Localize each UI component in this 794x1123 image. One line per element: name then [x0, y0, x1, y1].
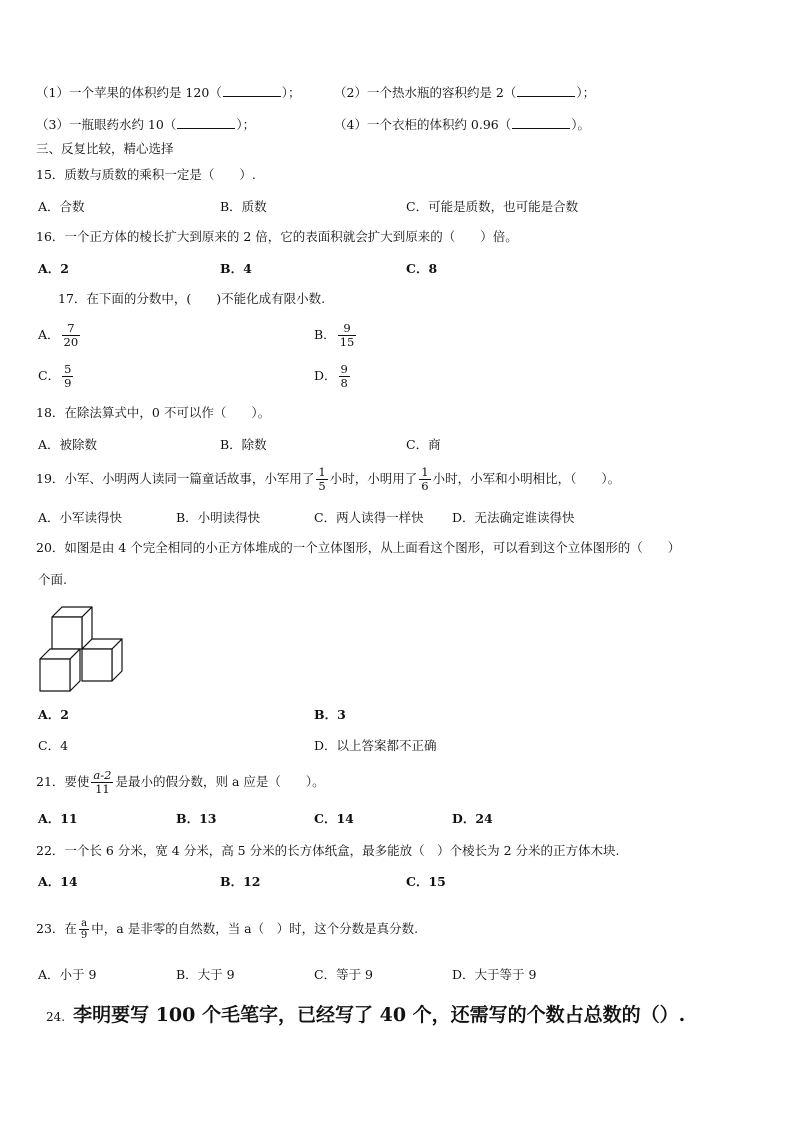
q19-option-d[interactable]: D．无法确定谁读得快: [452, 510, 575, 525]
q15-option-b[interactable]: B．质数: [220, 199, 267, 214]
fill-item-3: （3）一瓶眼药水约 10（ ）；: [36, 117, 256, 132]
fraction: $\frac{a-2}{11}$: [93, 768, 112, 796]
q21-option-a[interactable]: A．11: [38, 811, 78, 826]
question-17-stem: 17．在下面的分数中，( )不能化成有限小数.: [58, 291, 326, 306]
question-15-stem: 15．质数与质数的乘积一定是（ ）.: [36, 167, 256, 182]
question-20-stem: 20．如图是由 4 个完全相同的小正方体堆成的一个立体图形，从上面看这个图形，可以看到这个立体图形的（ ）: [36, 540, 681, 555]
q21-option-b[interactable]: B．13: [176, 811, 217, 826]
answer-blank[interactable]: [223, 84, 281, 97]
q18-option-a[interactable]: A．被除数: [38, 437, 98, 452]
q17-option-a[interactable]: A． $\frac{7}{20}$: [38, 321, 79, 349]
q17-option-d[interactable]: D． $\frac{9}{8}$: [314, 362, 348, 390]
question-24-stem: 24. 李明要写 100 个毛笔字，已经写了 40 个，还需写的个数占总数的（）.: [46, 1004, 686, 1026]
q19-option-b[interactable]: B．小明读得快: [176, 510, 261, 525]
q19-option-c[interactable]: C．两人读得一样快: [314, 510, 424, 525]
q16-option-b[interactable]: B．4: [220, 261, 252, 276]
q16-option-a[interactable]: A．2: [38, 261, 69, 276]
q21-option-c[interactable]: C．14: [314, 811, 354, 826]
q15-option-c[interactable]: C．可能是质数，也可能是合数: [406, 199, 579, 214]
fraction: $\frac{a}{9}$: [80, 918, 88, 941]
q20-option-a[interactable]: A．2: [38, 707, 69, 722]
question-21-stem: 21．要使 $\frac{a-2}{11}$ 是最小的假分数，则 a 应是（ ）。: [36, 768, 325, 796]
q19-option-a[interactable]: A．小军读得快: [38, 510, 123, 525]
question-19-stem: 19．小军、小明两人读同一篇童话故事，小军用了 $\frac{1}{5}$ 小时，小明用了 $\frac{1}{6}$ 小时，小军和小明相比，（ ）。: [36, 465, 621, 493]
fill-item-1: （1）一个苹果的体积约是 120（ ）；: [36, 85, 301, 100]
fraction: $\frac{1}{5}$: [318, 465, 326, 493]
q15-option-a[interactable]: A．合数: [38, 199, 85, 214]
q20-option-d[interactable]: D．以上答案都不正确: [314, 738, 437, 753]
answer-blank[interactable]: [177, 116, 235, 129]
fraction: $\frac{9}{8}$: [340, 362, 348, 390]
q23-option-b[interactable]: B．大于 9: [176, 967, 235, 982]
question-22-stem: 22．一个长 6 分米，宽 4 分米，高 5 分米的长方体纸盒，最多能放（ ）个棱长为 2 分米的正方体木块.: [36, 843, 620, 858]
q23-option-a[interactable]: A．小于 9: [38, 967, 97, 982]
question-18-stem: 18．在除法算式中，0 不可以作（ ）。: [36, 405, 271, 420]
cube-front-face: [82, 649, 112, 681]
question-20-stem-cont: 个面.: [38, 572, 67, 587]
fill-item-2: （2）一个热水瓶的容积约是 2（ ）；: [334, 85, 596, 100]
q22-option-c[interactable]: C．15: [406, 874, 446, 889]
question-16-stem: 16．一个正方体的棱长扩大到原来的 2 倍，它的表面积就会扩大到原来的（ ）倍。: [36, 229, 518, 244]
fraction: $\frac{7}{20}$: [63, 321, 79, 349]
answer-blank[interactable]: [512, 116, 570, 129]
fraction: $\frac{9}{15}$: [339, 321, 355, 349]
q22-option-a[interactable]: A．14: [38, 874, 78, 889]
fill-item-4: （4）一个衣柜的体积约 0.96（ ）。: [334, 117, 591, 132]
q16-option-c[interactable]: C．8: [406, 261, 438, 276]
q21-option-d[interactable]: D．24: [452, 811, 493, 826]
cube-front-face: [40, 659, 70, 691]
q20-option-b[interactable]: B．3: [314, 707, 346, 722]
q18-option-c[interactable]: C．商: [406, 437, 441, 452]
question-23-stem: 23．在 $\frac{a}{9}$ 中，a 是非零的自然数，当 a（ ）时，这个分数是真分数.: [36, 918, 419, 941]
section-title: 三、反复比较，精心选择: [36, 141, 174, 156]
q23-option-d[interactable]: D．大于等于 9: [452, 967, 537, 982]
cube-front-face: [52, 617, 82, 649]
fraction: $\frac{5}{9}$: [64, 362, 72, 390]
q23-option-c[interactable]: C．等于 9: [314, 967, 373, 982]
q18-option-b[interactable]: B．除数: [220, 437, 267, 452]
answer-blank[interactable]: [517, 84, 575, 97]
cube-stack-figure: [38, 603, 128, 693]
fraction: $\frac{1}{6}$: [421, 465, 429, 493]
q17-option-c[interactable]: C． $\frac{5}{9}$: [38, 362, 72, 390]
q20-option-c[interactable]: C．4: [38, 738, 69, 753]
q17-option-b[interactable]: B． $\frac{9}{15}$: [314, 321, 355, 349]
q22-option-b[interactable]: B．12: [220, 874, 261, 889]
